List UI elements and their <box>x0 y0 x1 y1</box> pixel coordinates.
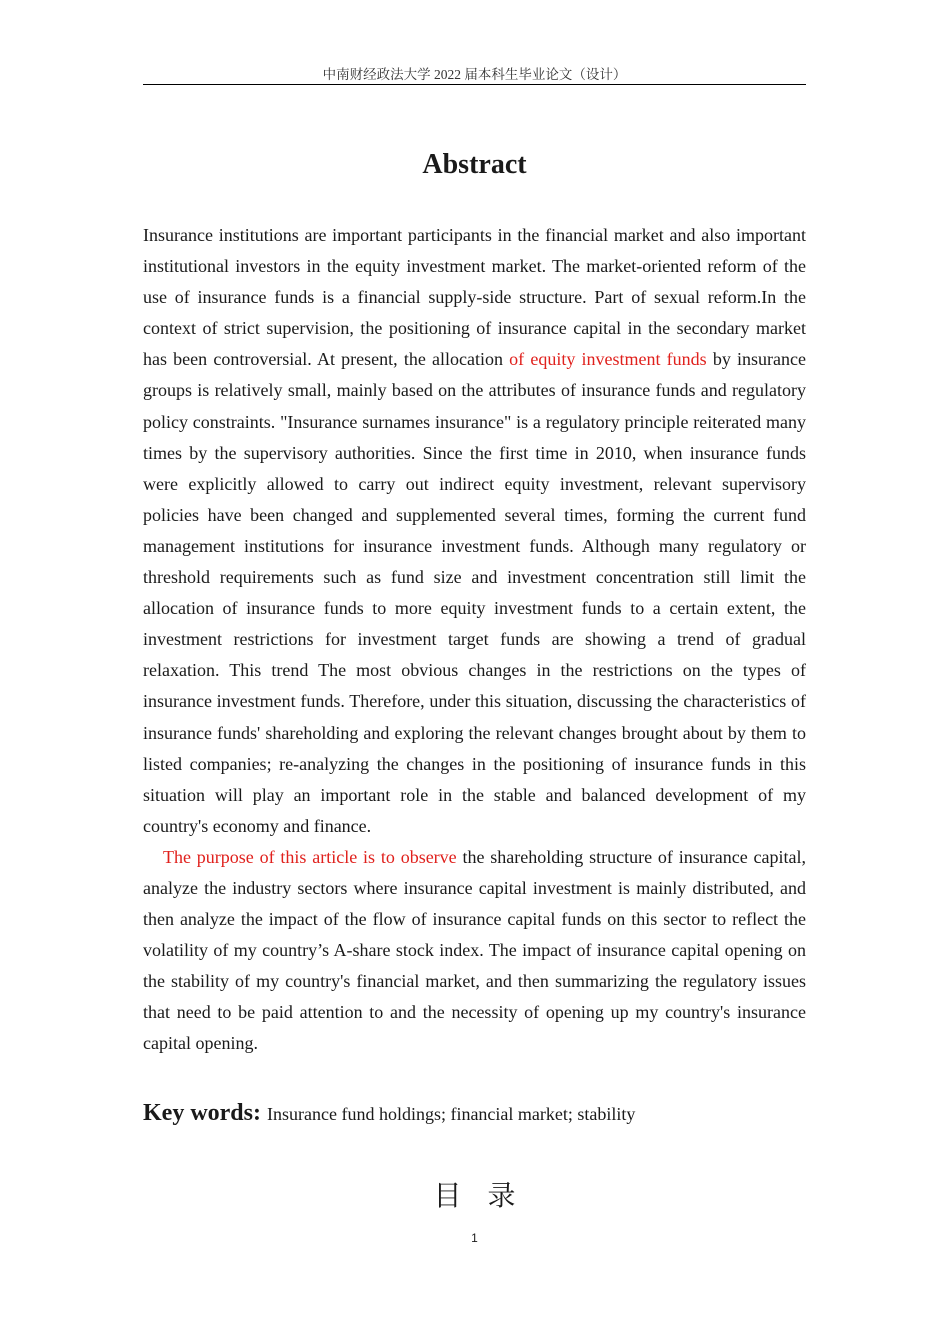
abstract-body <box>143 220 806 1060</box>
keywords-line <box>143 1096 806 1131</box>
abstract-paragraph-2 <box>143 842 806 1060</box>
keywords-label: Key words: <box>143 1100 261 1126</box>
abstract-title: Abstract <box>422 149 527 180</box>
toc-title: 目录 <box>433 1179 542 1212</box>
abstract-p1-text-a: Insurance institutions are important participants in the financial market and also important institutional investors in the equity investment market. The market-oriented reform of the use of insurance funds is a financial supply-side structure. Part of sexual reform.In the context of strict supervision, the positioning of insurance capital in the secondary market has been controversial. At present, the allocation <box>143 225 806 370</box>
abstract-p2-text: the shareholding structure of insurance capital, analyze the industry sectors where insurance capital investment is mainly distributed, and then analyze the impact of the flow of insurance capital funds on this sector to reflect the volatility of my country’s A-share stock index. The impact of insurance capital opening on the stability of my country's financial market, and then summarizing the regulatory issues that need to be paid attention to and the necessity of opening up my country's insurance capital opening. <box>143 846 806 1054</box>
page-header: 中南财经政法大学 2022 届本科生毕业论文（设计） <box>143 66 806 85</box>
keywords-value: Insurance fund holdings; financial market; stability <box>266 1104 636 1124</box>
abstract-p1-text-b: by insurance groups is relatively small, mainly based on the attributes of insurance funds and regulatory policy constraints. "Insurance surnames insurance" is a regulatory principle reiterated many times by the supervisory authorities. Since the first time in 2010, when insurance funds were explicitly allowed to carry out indirect equity investment, relevant supervisory policies have been changed and supplemented several times, forming the current fund management institutions for insurance investment funds. Although many regulatory or threshold requirements such as fund size and investment concentration still limit the allocation of insurance funds to more equity investment funds to a certain extent, the investment restrictions for investment target funds are showing a trend of gradual relaxation. This trend The most obvious changes in the restrictions on the types of insurance investment funds. Therefore, under this situation, discussing the characteristics of insurance funds' shareholding and exploring the relevant changes brought about by them to listed companies; re-analyzing the changes in the positioning of insurance funds in this situation will play an important role in the stable and balanced development of my country's economy and finance. <box>143 349 806 836</box>
abstract-p2-highlight: The purpose of this article is to observe <box>163 846 457 867</box>
page-number: 1 <box>471 1231 478 1245</box>
abstract-paragraph-1 <box>143 220 806 842</box>
abstract-p1-highlight: of equity investment funds <box>509 349 707 370</box>
